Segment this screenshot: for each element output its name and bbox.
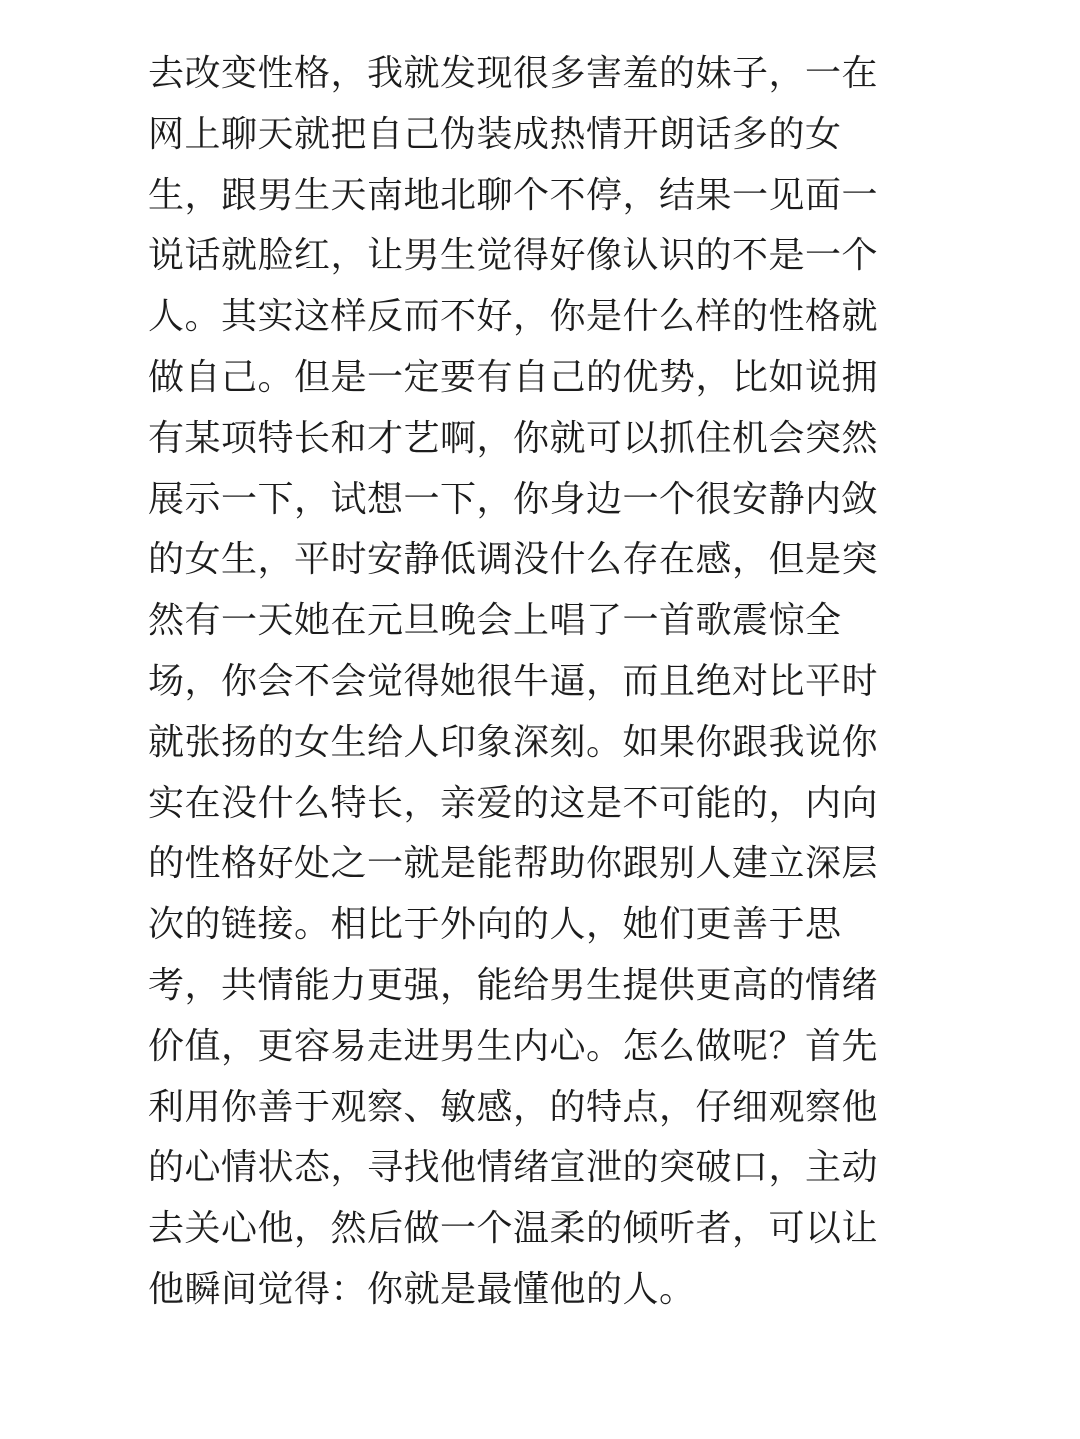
text-line: 实在没什么特长，亲爱的这是不可能的，内向 [148,782,879,824]
text-line: 做自己。但是一定要有自己的优势，比如说拥 [148,356,879,398]
text-line: 考，共情能力更强，能给男生提供更高的情绪 [148,964,879,1006]
text-line: 利用你善于观察、敏感，的特点，仔细观察他 [148,1086,879,1128]
text-line: 网上聊天就把自己伪装成热情开朗话多的女 [148,113,842,155]
text-line: 的女生，平时安静低调没什么存在感，但是突 [148,539,879,581]
text-line: 去改变性格，我就发现很多害羞的妹子，一在 [148,53,879,94]
text-line: 的心情状态，寻找他情绪宣泄的突破口，主动 [148,1147,879,1189]
text-line: 次的链接。相比于外向的人，她们更善于思 [148,904,842,946]
text-line: 说话就脸红，让男生觉得好像认识的不是一个 [148,235,879,277]
text-line: 有某项特长和才艺啊，你就可以抓住机会突然 [148,417,879,459]
text-line: 价值，更容易走进男生内心。怎么做呢？首先 [148,1025,879,1067]
text-line: 他瞬间觉得：你就是最懂他的人。 [148,1268,696,1310]
text-line: 展示一下，试想一下，你身边一个很安静内敛 [148,478,879,520]
article-body [148,44,948,1321]
text-line: 人。其实这样反而不好，你是什么样的性格就 [148,296,879,338]
text-line: 场，你会不会觉得她很牛逼，而且绝对比平时 [148,660,879,702]
text-line: 就张扬的女生给人印象深刻。如果你跟我说你 [148,721,879,763]
text-line: 的性格好处之一就是能帮助你跟别人建立深层 [148,843,879,885]
text-line: 生，跟男生天南地北聊个不停，结果一见面一 [148,174,879,216]
text-line: 然有一天她在元旦晚会上唱了一首歌震惊全 [148,600,842,642]
text-line: 去关心他，然后做一个温柔的倾听者，可以让 [148,1208,879,1250]
